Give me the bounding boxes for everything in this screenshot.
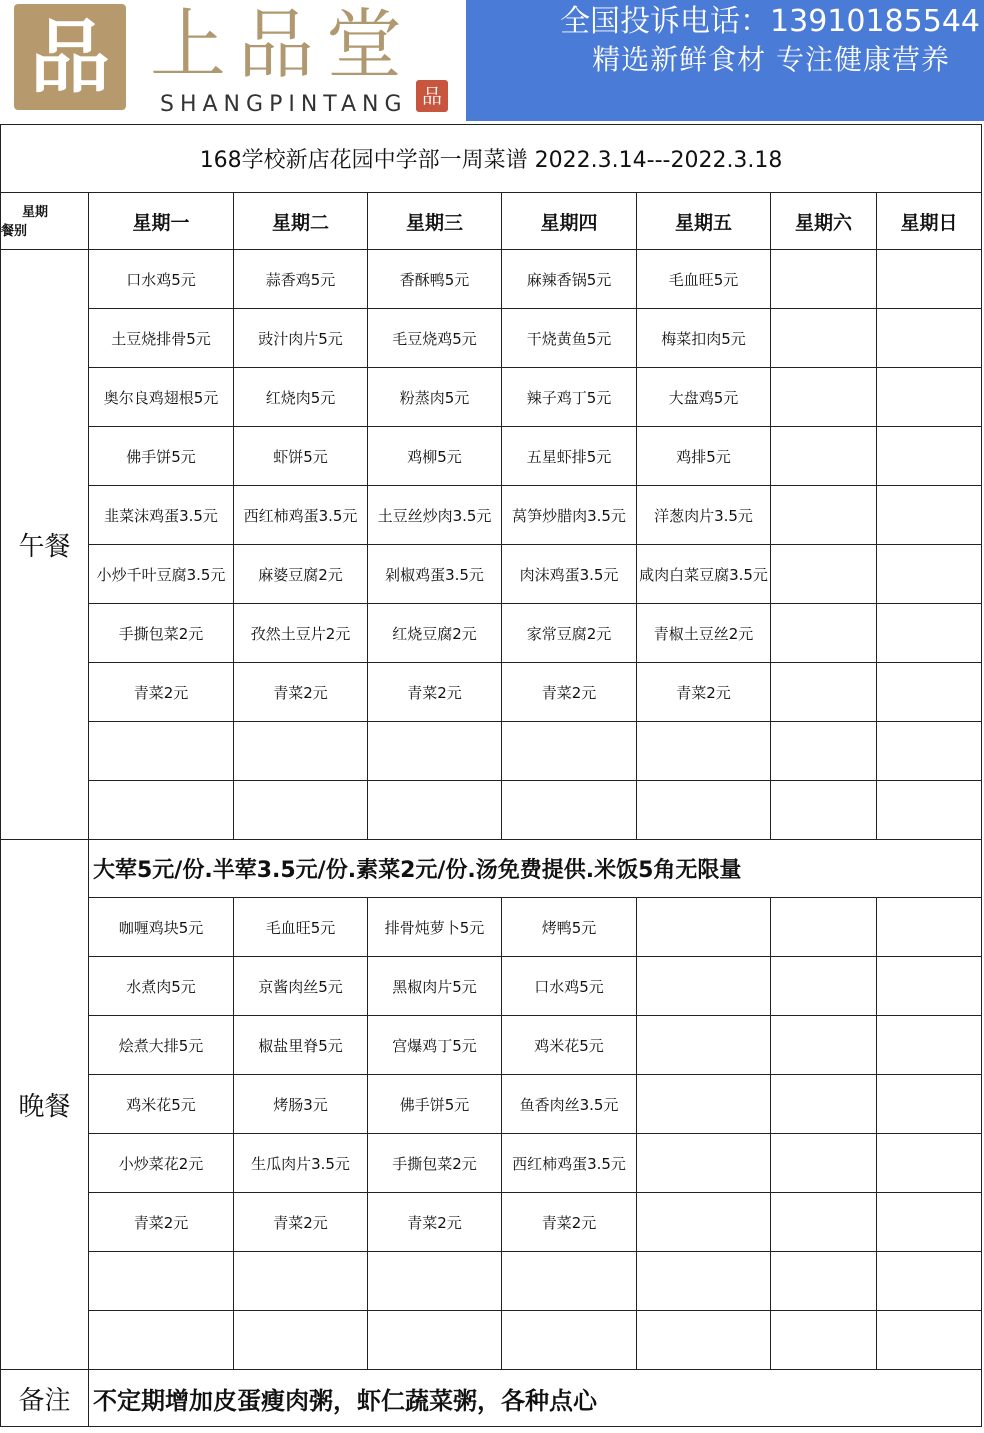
day-header: 星期六 <box>771 193 877 250</box>
complaint-phone: 全国投诉电话：13910185544 <box>560 4 980 39</box>
dish-cell <box>771 781 877 840</box>
logo <box>0 0 466 124</box>
dish-cell <box>877 545 982 604</box>
logo-mark-icon <box>14 4 126 110</box>
dish-cell <box>877 1016 982 1075</box>
dish-cell: 生瓜肉片3.5元 <box>234 1134 368 1193</box>
dinner-row <box>1 1193 982 1252</box>
dinner-row <box>1 1134 982 1193</box>
dish-cell: 毛豆烧鸡5元 <box>368 309 502 368</box>
dish-cell <box>877 1252 982 1311</box>
dish-cell: 青菜2元 <box>502 1193 637 1252</box>
dish-cell <box>771 957 877 1016</box>
day-header: 星期四 <box>502 193 637 250</box>
dish-cell: 家常豆腐2元 <box>502 604 637 663</box>
lunch-row <box>1 781 982 840</box>
dish-cell <box>877 1134 982 1193</box>
dish-cell <box>771 427 877 486</box>
dish-cell: 青菜2元 <box>637 663 771 722</box>
dish-cell <box>877 1311 982 1370</box>
dish-cell <box>637 1311 771 1370</box>
dish-cell: 孜然土豆片2元 <box>234 604 368 663</box>
dish-cell: 粉蒸肉5元 <box>368 368 502 427</box>
dish-cell <box>368 781 502 840</box>
dish-cell <box>877 898 982 957</box>
dish-cell: 鸡柳5元 <box>368 427 502 486</box>
lunch-row <box>1 545 982 604</box>
dish-cell: 咖喱鸡块5元 <box>89 898 234 957</box>
dish-cell: 烤肠3元 <box>234 1075 368 1134</box>
dish-cell: 京酱肉丝5元 <box>234 957 368 1016</box>
dish-cell <box>368 722 502 781</box>
dinner-label: 晚餐 <box>1 840 89 1370</box>
dish-cell <box>771 1193 877 1252</box>
dish-cell: 青菜2元 <box>368 663 502 722</box>
dish-cell <box>877 427 982 486</box>
dish-cell <box>502 781 637 840</box>
dish-cell <box>637 957 771 1016</box>
dish-cell: 鱼香肉丝3.5元 <box>502 1075 637 1134</box>
dish-cell: 手撕包菜2元 <box>89 604 234 663</box>
dish-cell <box>502 1311 637 1370</box>
dish-cell: 黑椒肉片5元 <box>368 957 502 1016</box>
dish-cell <box>877 486 982 545</box>
dish-cell: 青菜2元 <box>234 663 368 722</box>
remark-text: 不定期增加皮蛋瘦肉粥，虾仁蔬菜粥，各种点心 <box>89 1370 982 1427</box>
dish-cell: 西红柿鸡蛋3.5元 <box>234 486 368 545</box>
dish-cell <box>89 1311 234 1370</box>
dish-cell: 水煮肉5元 <box>89 957 234 1016</box>
day-header: 星期三 <box>368 193 502 250</box>
lunch-row <box>1 663 982 722</box>
dish-cell: 青菜2元 <box>234 1193 368 1252</box>
dish-cell <box>637 1252 771 1311</box>
lunch-label: 午餐 <box>1 250 89 840</box>
dish-cell <box>771 1134 877 1193</box>
header <box>0 0 984 124</box>
lunch-row <box>1 604 982 663</box>
dish-cell: 小炒千叶豆腐3.5元 <box>89 545 234 604</box>
brand-name: 上品堂 <box>150 0 414 89</box>
dish-cell: 五星虾排5元 <box>502 427 637 486</box>
dish-cell <box>502 722 637 781</box>
dinner-row <box>1 1311 982 1370</box>
lunch-row <box>1 486 982 545</box>
dinner-row <box>1 957 982 1016</box>
dinner-row <box>1 898 982 957</box>
dish-cell: 洋葱肉片3.5元 <box>637 486 771 545</box>
dish-cell: 红烧肉5元 <box>234 368 368 427</box>
dish-cell <box>771 250 877 309</box>
dish-cell <box>771 368 877 427</box>
lunch-row <box>1 722 982 781</box>
remark-label: 备注 <box>1 1370 89 1427</box>
dish-cell <box>771 604 877 663</box>
dish-cell <box>877 309 982 368</box>
dish-cell <box>877 604 982 663</box>
dish-cell <box>771 1016 877 1075</box>
dish-cell <box>877 957 982 1016</box>
day-header: 星期五 <box>637 193 771 250</box>
dish-cell: 手撕包菜2元 <box>368 1134 502 1193</box>
dish-cell: 椒盐里脊5元 <box>234 1016 368 1075</box>
seal-icon: 品 <box>416 80 448 112</box>
dish-cell: 香酥鸭5元 <box>368 250 502 309</box>
lunch-row <box>1 427 982 486</box>
dish-cell: 青菜2元 <box>89 663 234 722</box>
dish-cell <box>89 1252 234 1311</box>
menu-title: 168学校新店花园中学部一周菜谱 2022.3.14---2022.3.18 <box>1 125 982 193</box>
lunch-row <box>1 368 982 427</box>
dish-cell <box>637 898 771 957</box>
dish-cell: 干烧黄鱼5元 <box>502 309 637 368</box>
day-header: 星期一 <box>89 193 234 250</box>
dish-cell: 青菜2元 <box>89 1193 234 1252</box>
dish-cell: 西红柿鸡蛋3.5元 <box>502 1134 637 1193</box>
dish-cell <box>771 545 877 604</box>
dish-cell <box>771 1311 877 1370</box>
dish-cell: 蒜香鸡5元 <box>234 250 368 309</box>
dish-cell <box>234 722 368 781</box>
dish-cell <box>877 1075 982 1134</box>
dish-cell <box>877 663 982 722</box>
slogan: 精选新鲜食材 专注健康营养 <box>592 43 950 76</box>
dish-cell <box>771 486 877 545</box>
dish-cell <box>637 781 771 840</box>
weekly-menu-table <box>0 124 982 1427</box>
dish-cell: 奥尔良鸡翅根5元 <box>89 368 234 427</box>
dish-cell <box>368 1252 502 1311</box>
dish-cell: 宫爆鸡丁5元 <box>368 1016 502 1075</box>
lunch-row <box>1 309 982 368</box>
dish-cell: 虾饼5元 <box>234 427 368 486</box>
dish-cell <box>637 722 771 781</box>
dish-cell: 土豆丝炒肉3.5元 <box>368 486 502 545</box>
corner-weekday-label: 星期 <box>21 205 48 220</box>
dish-cell <box>234 1311 368 1370</box>
dish-cell: 鸡米花5元 <box>502 1016 637 1075</box>
dish-cell <box>771 1075 877 1134</box>
logo-glyph: 品 <box>30 10 110 104</box>
dish-cell: 佛手饼5元 <box>89 427 234 486</box>
dish-cell: 毛血旺5元 <box>234 898 368 957</box>
dish-cell <box>877 781 982 840</box>
dish-cell <box>637 1075 771 1134</box>
dish-cell: 莴笋炒腊肉3.5元 <box>502 486 637 545</box>
dish-cell: 青椒土豆丝2元 <box>637 604 771 663</box>
dish-cell <box>877 722 982 781</box>
dish-cell: 韭菜沫鸡蛋3.5元 <box>89 486 234 545</box>
corner-meal-label: 餐别 <box>1 224 28 239</box>
dish-cell: 麻婆豆腐2元 <box>234 545 368 604</box>
dish-cell <box>877 368 982 427</box>
dish-cell <box>234 781 368 840</box>
dish-cell: 口水鸡5元 <box>502 957 637 1016</box>
dish-cell: 烤鸭5元 <box>502 898 637 957</box>
dish-cell: 麻辣香锅5元 <box>502 250 637 309</box>
dish-cell: 小炒菜花2元 <box>89 1134 234 1193</box>
dish-cell: 豉汁肉片5元 <box>234 309 368 368</box>
dinner-row <box>1 1016 982 1075</box>
dish-cell <box>368 1311 502 1370</box>
dish-cell <box>771 309 877 368</box>
dish-cell <box>234 1252 368 1311</box>
day-header: 星期日 <box>877 193 982 250</box>
dish-cell: 梅菜扣肉5元 <box>637 309 771 368</box>
dish-cell <box>877 1193 982 1252</box>
dish-cell <box>771 1252 877 1311</box>
contact-banner <box>466 0 984 121</box>
dish-cell: 毛血旺5元 <box>637 250 771 309</box>
dish-cell <box>89 722 234 781</box>
lunch-row <box>1 250 982 309</box>
price-note: 大荤5元/份.半荤3.5元/份.素菜2元/份.汤免费提供.米饭5角无限量 <box>89 840 982 898</box>
dish-cell: 咸肉白菜豆腐3.5元 <box>637 545 771 604</box>
dish-cell: 红烧豆腐2元 <box>368 604 502 663</box>
dish-cell <box>637 1134 771 1193</box>
dish-cell: 烩煮大排5元 <box>89 1016 234 1075</box>
dish-cell <box>771 722 877 781</box>
dinner-row <box>1 1075 982 1134</box>
dish-cell: 青菜2元 <box>502 663 637 722</box>
day-header: 星期二 <box>234 193 368 250</box>
dish-cell: 辣子鸡丁5元 <box>502 368 637 427</box>
dish-cell: 大盘鸡5元 <box>637 368 771 427</box>
dish-cell: 土豆烧排骨5元 <box>89 309 234 368</box>
dish-cell: 口水鸡5元 <box>89 250 234 309</box>
dish-cell: 肉沫鸡蛋3.5元 <box>502 545 637 604</box>
dish-cell <box>502 1252 637 1311</box>
dish-cell: 鸡米花5元 <box>89 1075 234 1134</box>
dish-cell: 青菜2元 <box>368 1193 502 1252</box>
dish-cell <box>637 1193 771 1252</box>
dish-cell <box>877 250 982 309</box>
corner-header <box>1 193 89 250</box>
dish-cell: 剁椒鸡蛋3.5元 <box>368 545 502 604</box>
dinner-row <box>1 1252 982 1311</box>
brand-pinyin: SHANGPINTANG <box>160 92 408 117</box>
dish-cell <box>89 781 234 840</box>
dish-cell: 佛手饼5元 <box>368 1075 502 1134</box>
dish-cell <box>771 898 877 957</box>
dish-cell <box>771 663 877 722</box>
dish-cell <box>637 1016 771 1075</box>
dish-cell: 鸡排5元 <box>637 427 771 486</box>
dish-cell: 排骨炖萝卜5元 <box>368 898 502 957</box>
